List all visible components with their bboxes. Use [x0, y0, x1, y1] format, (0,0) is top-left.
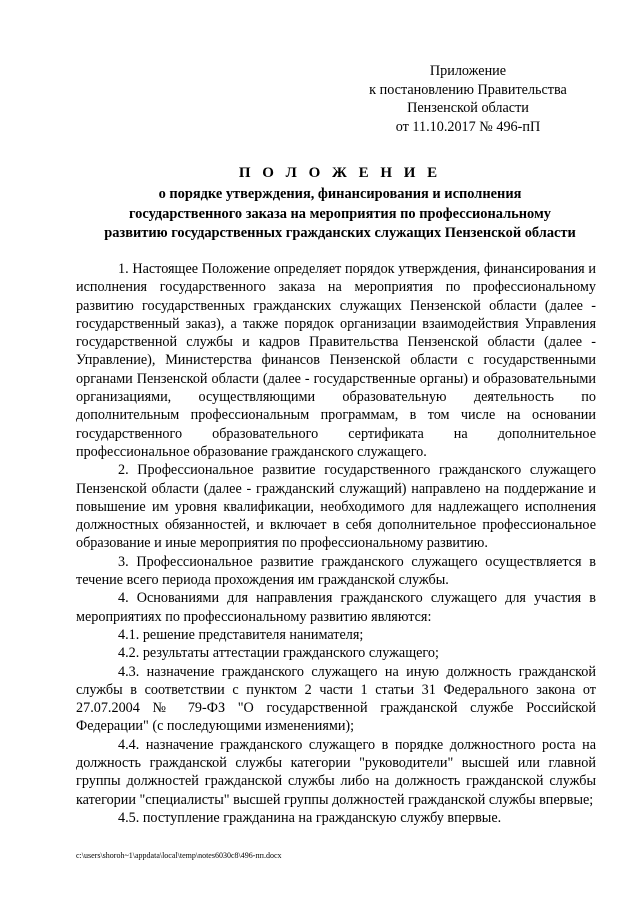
paragraph-4: 4. Основаниями для направления гражданского служащего для участия в мероприятиях по профессиональному развитию являются: — [76, 590, 596, 625]
document-title — [60, 162, 620, 244]
paragraph-2: 2. Профессиональное развитие государственного гражданского служащего Пензенской области (далее - гражданский служащий) направлено на поддержание и повышение им уровня квалификации, необходимого для надлежащего исполнения должностных обязанностей, и включает в себя дополнительное профессиональное образование и иные мероприятия по профессиональному развитию. — [76, 462, 596, 552]
paragraph-3: 3. Профессиональное развитие гражданского служащего осуществляется в течение всего периода прохождения им гражданской службы. — [76, 553, 596, 589]
paragraph-1: 1. Настоящее Положение определяет порядок утверждения, финансирования и исполнения государственного заказа на мероприятия по профессиональному развитию государственных гражданских служащих Пензенской области (далее - государственный заказ), а также порядок организации взаимодействия Управления государственной службы и кадров Правительства Пензенской области (далее - Управление), Министерства финансов Пензенской области с государственными органами Пензенской области (далее - государственные органы) и образовательными организациями, осуществляющими образовательную деятельность по дополнительным профессиональным программам, в том числе на основании государственного образовательного сертификата на дополнительное профессиональное образование гражданского служащего. — [76, 261, 596, 460]
title-line-1: о порядке утверждения, финансирования и исполнения — [158, 186, 522, 202]
paragraph-4-2: 4.2. результаты аттестации гражданского служащего; — [118, 645, 439, 662]
title-line-2: государственного заказа на мероприятия по профессиональному — [129, 205, 551, 222]
file-path-footer: c:\users\shoroh~1\appdata\local\temp\notes6030c8\496-пп.docx — [76, 851, 282, 860]
annex-date-number: от 11.10.2017 № 496-пП — [395, 118, 541, 135]
annex-block — [368, 62, 568, 136]
title-heading: П О Л О Ж Е Н И Е — [238, 165, 442, 181]
title-line-3: развитию государственных гражданских служащих Пензенской области — [104, 225, 576, 241]
annex-resolution-ref: к постановлению Правительства — [369, 81, 567, 98]
paragraph-4-3: 4.3. назначение гражданского служащего на иную должность гражданской службы в соответствии с пунктом 2 части 1 статьи 31 Федерального закона от 27.07.2004 № 79-ФЗ "О государственной гражданской службе Российской Федерации" (с последующими изменениями); — [76, 663, 596, 735]
annex-label: Приложение — [429, 63, 507, 79]
document-body — [76, 260, 596, 827]
paragraph-4-1: 4.1. решение представителя нанимателя; — [118, 626, 364, 643]
paragraph-4-5: 4.5. поступление гражданина на гражданскую службу впервые. — [118, 809, 502, 826]
paragraph-4-4: 4.4. назначение гражданского служащего в порядке должностного роста на должность гражданской службы категории "руководители" высшей или главной группы должностей гражданской службы либо на должность гражданской службы категории "специалисты" высшей группы должностей гражданской службы впервые; — [76, 736, 596, 808]
annex-region: Пензенской области — [407, 100, 529, 117]
